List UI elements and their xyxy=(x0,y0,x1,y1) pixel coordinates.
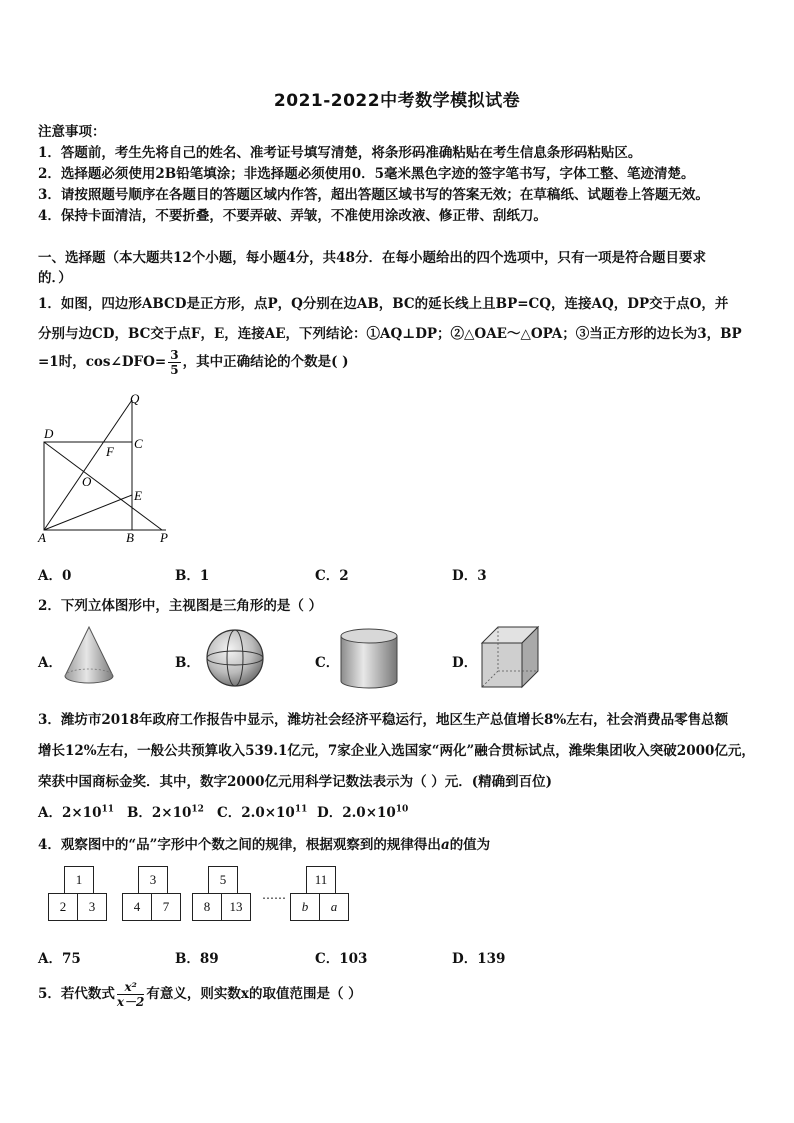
label-a: A xyxy=(38,530,46,545)
pinzi-right: 7 xyxy=(151,893,181,921)
cone-icon xyxy=(60,624,118,686)
q1-stem-line3 xyxy=(38,348,349,377)
q1-stem-line1: 1．如图，四边形ABCD是正方形，点P，Q分别在边AB，BC的延长线上且BP=CQ，连接AQ，DP交于点O，并 xyxy=(38,296,729,312)
cube-icon xyxy=(480,625,542,689)
q2-option-c[interactable]: C． xyxy=(315,655,340,671)
label-q: Q xyxy=(130,391,140,406)
q1-option-d[interactable]: D．3 xyxy=(452,568,487,584)
notice-item-1: 1．答题前，考生先将自己的姓名、准考证号填写清楚，将条形码准确粘贴在考生信息条形码粘贴区。 xyxy=(38,145,642,161)
q1-stem-line3-post: ，其中正确结论的个数是( ) xyxy=(182,354,349,370)
q1-option-b[interactable]: B．1 xyxy=(175,568,210,584)
pinzi-right: a xyxy=(319,893,349,921)
pinzi-top: 11 xyxy=(306,866,336,894)
q3-option-d[interactable]: D．$2.0\times 10^{10}$ xyxy=(317,804,409,821)
pinzi-top: 1 xyxy=(64,866,94,894)
line-dp xyxy=(44,442,162,530)
q4-stem: 4．观察图中的“品”字形中个数之间的规律，根据观察到的规律得出a的值为 xyxy=(38,837,491,853)
q5-fraction: $\frac{\text{x²}}{x-2}$ xyxy=(116,980,145,1009)
q3-option-b[interactable]: B．$2\times 10^{12}$ xyxy=(127,804,204,821)
pinzi-left: b xyxy=(290,893,320,921)
q1-stem-line2: 分别与边CD，BC交于点F，E，连接AE，下列结论：①AQ⊥DP；②△OAE～△OPA；③当正方形的边长为3，BP xyxy=(38,326,742,342)
pinzi-group-2 xyxy=(122,866,182,926)
q4-variable-a: a xyxy=(440,837,450,853)
label-c: C xyxy=(134,436,143,451)
pinzi-ellipsis: …… xyxy=(262,888,286,902)
q3-stem-line1: 3．潍坊市2018年政府工作报告中显示，潍坊社会经济平稳运行，地区生产总值增长8%左右，社会消费品零售总额 xyxy=(38,712,729,728)
q3-option-c[interactable]: C．$2.0\times 10^{11}$ xyxy=(217,804,308,821)
label-f: F xyxy=(106,444,114,459)
sphere-icon xyxy=(204,627,266,689)
line-ae xyxy=(44,495,132,530)
q5-stem: 5．若代数式 $\frac{\text{x²}}{x-2}$ 有意义，则实数x的取值范围是（ ） xyxy=(38,980,362,1009)
q2-option-b[interactable]: B． xyxy=(175,655,200,671)
q2-stem: 2．下列立体图形中，主视图是三角形的是（ ） xyxy=(38,598,323,614)
pinzi-group-1 xyxy=(48,866,108,926)
pinzi-left: 4 xyxy=(122,893,152,921)
notice-heading: 注意事项： xyxy=(38,124,106,140)
q4-option-c[interactable]: C．103 xyxy=(315,951,368,967)
q1-stem-line3-pre: =1时，cos∠DFO= xyxy=(38,354,167,370)
notice-item-3: 3．请按照题号顺序在各题目的答题区域内作答，超出答题区域书写的答案无效；在草稿纸、试题卷上答题无效。 xyxy=(38,187,709,203)
q3-option-a[interactable]: A．$2\times 10^{11}$ xyxy=(38,804,114,821)
pinzi-right: 13 xyxy=(221,893,251,921)
q4-option-b[interactable]: B．89 xyxy=(175,951,219,967)
label-d: D xyxy=(44,426,54,441)
label-p: P xyxy=(160,530,168,545)
q3-stem-line3: 荣获中国商标金奖．其中，数字2000亿元用科学记数法表示为（ ）元．(精确到百位) xyxy=(38,774,553,790)
section-heading-line1: 一、选择题（本大题共12个小题，每小题4分，共48分．在每小题给出的四个选项中，只有一项是符合题目要求 xyxy=(38,250,706,266)
cylinder-icon xyxy=(338,627,400,691)
pinzi-group-4 xyxy=(290,866,350,926)
notice-item-4: 4．保持卡面清洁，不要折叠，不要弄破、弄皱，不准使用涂改液、修正带、刮纸刀。 xyxy=(38,208,547,224)
q1-option-c[interactable]: C．2 xyxy=(315,568,349,584)
pinzi-top: 5 xyxy=(208,866,238,894)
notice-item-2: 2．选择题必须使用2B铅笔填涂；非选择题必须使用0．5毫米黑色字迹的签字笔书写，字体工整、笔迹清楚。 xyxy=(38,166,695,182)
section-heading-line2: 的．） xyxy=(38,270,72,286)
q1-square-figure xyxy=(34,390,184,545)
pinzi-left: 2 xyxy=(48,893,78,921)
label-o: O xyxy=(82,474,92,489)
q1-option-a[interactable]: A．0 xyxy=(38,568,72,584)
label-b: B xyxy=(126,530,134,545)
q2-option-d[interactable]: D． xyxy=(452,655,478,671)
pinzi-left: 8 xyxy=(192,893,222,921)
pinzi-right: 3 xyxy=(77,893,107,921)
q3-stem-line2: 增长12%左右，一般公共预算收入539.1亿元，7家企业入选国家“两化”融合贯标试点，潍柴集团收入突破2000亿元， xyxy=(38,743,755,759)
pinzi-top: 3 xyxy=(138,866,168,894)
q4-option-d[interactable]: D．139 xyxy=(452,951,506,967)
line-aq xyxy=(44,400,132,530)
page-title: 2021-2022中考数学模拟试卷 xyxy=(273,91,521,111)
q1-fraction: $\frac{3}{5}$ xyxy=(170,348,179,377)
label-e: E xyxy=(134,488,142,503)
pinzi-group-3 xyxy=(192,866,252,926)
q2-option-a[interactable]: A． xyxy=(38,655,62,671)
q4-option-a[interactable]: A．75 xyxy=(38,951,81,967)
